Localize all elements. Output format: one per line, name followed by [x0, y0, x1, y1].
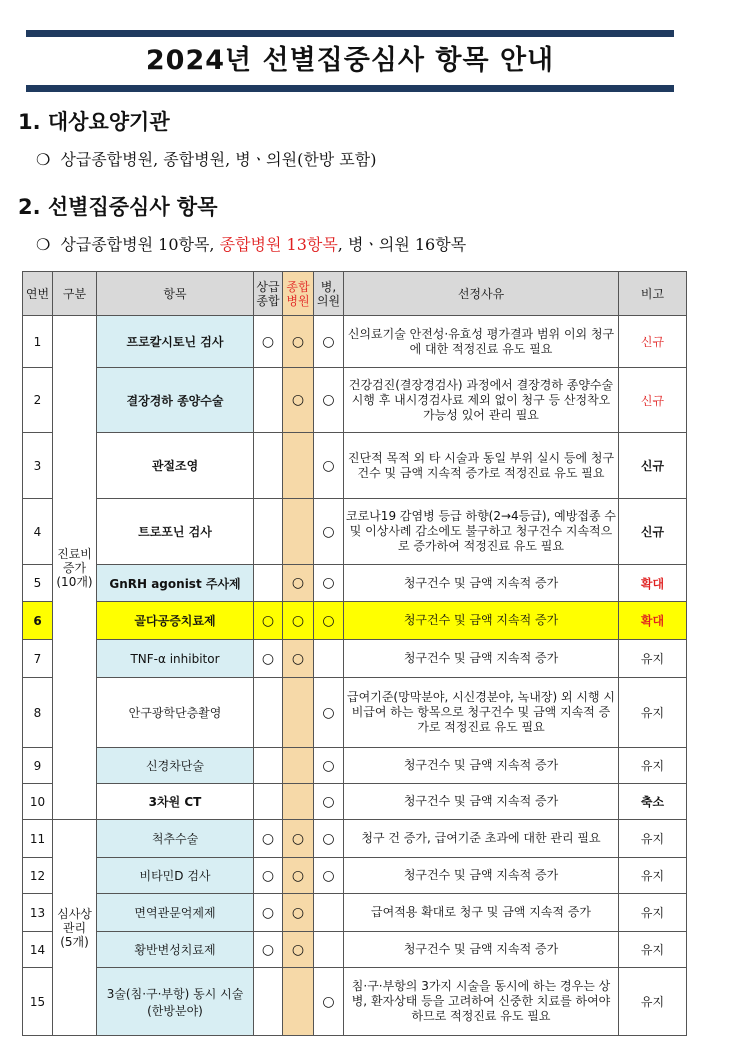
- general-mark: ○: [283, 602, 314, 640]
- selection-reason: 청구 건 증가, 급여기준 초과에 대한 관리 필요: [344, 820, 619, 858]
- table-row: [23, 640, 687, 678]
- selection-reason: 청구건수 및 금액 지속적 증가: [344, 640, 619, 678]
- row-no: 3: [23, 433, 53, 499]
- selection-reason: 청구건수 및 금액 지속적 증가: [344, 858, 619, 894]
- header-general: 종합병원: [283, 272, 314, 316]
- clinic-mark: ○: [314, 748, 344, 784]
- table-row: [23, 602, 687, 640]
- general-mark: [283, 433, 314, 499]
- selection-reason: 급여기준(망막분야, 시신경분야, 녹내장) 외 시행 시 비급여 하는 항목으로 청구건수 및 금액 지속적 증가로 적정진료 유도 필요: [344, 678, 619, 748]
- tertiary-mark: [254, 748, 283, 784]
- clinic-mark: ○: [314, 565, 344, 602]
- section1-text: 상급종합병원, 종합병원, 병ㆍ의원(한방 포함): [60, 150, 377, 169]
- note-badge: 신규: [619, 433, 687, 499]
- title-bar-top: [26, 30, 674, 37]
- general-mark: ○: [283, 368, 314, 433]
- note-badge: 신규: [619, 499, 687, 565]
- general-mark: ○: [283, 316, 314, 368]
- header-note: 비고: [619, 272, 687, 316]
- table-row: [23, 499, 687, 565]
- selection-reason: 진단적 목적 외 타 시술과 동일 부위 실시 등에 청구건수 및 금액 지속적 증가로 적정진료 유도 필요: [344, 433, 619, 499]
- clinic-mark: ○: [314, 368, 344, 433]
- item-name: 신경차단술: [97, 748, 254, 784]
- bullet-circle-icon: ❍: [36, 150, 51, 169]
- clinic-mark: ○: [314, 968, 344, 1036]
- row-no: 1: [23, 316, 53, 368]
- header-no: 연번: [23, 272, 53, 316]
- table-row: [23, 368, 687, 433]
- tertiary-mark: [254, 678, 283, 748]
- general-mark: ○: [283, 894, 314, 932]
- tertiary-mark: ○: [254, 316, 283, 368]
- clinic-mark: [314, 932, 344, 968]
- section2-bullet: [36, 232, 466, 255]
- row-no: 7: [23, 640, 53, 678]
- selection-reason: 코로나19 감염병 등급 하향(2→4등급), 예방접종 수 및 이상사례 감소에도 불구하고 청구건수 지속적으로 증가하여 적정진료 유도 필요: [344, 499, 619, 565]
- clinic-mark: ○: [314, 316, 344, 368]
- section1-heading: 1. 대상요양기관: [18, 110, 170, 134]
- table-row: [23, 894, 687, 932]
- selection-reason: 신의료기술 안전성·유효성 평가결과 범위 이외 청구에 대한 적정진료 유도 필요: [344, 316, 619, 368]
- general-mark: [283, 748, 314, 784]
- note-badge: 확대: [619, 565, 687, 602]
- item-name: 면역관문억제제: [97, 894, 254, 932]
- note-badge: 신규: [619, 316, 687, 368]
- section2-text-red: 종합병원 13항목: [219, 235, 338, 254]
- row-no: 13: [23, 894, 53, 932]
- selection-reason: 침·구·부항의 3가지 시술을 동시에 하는 경우는 상병, 환자상태 등을 고려하여 신중한 치료를 하여야 하므로 적정진료 유도 필요: [344, 968, 619, 1036]
- note-badge: 유지: [619, 640, 687, 678]
- table-row: [23, 748, 687, 784]
- tertiary-mark: ○: [254, 640, 283, 678]
- table-row: [23, 784, 687, 820]
- table-row: [23, 316, 687, 368]
- tertiary-mark: [254, 784, 283, 820]
- title-bar-bottom: [26, 85, 674, 92]
- header-item: 항목: [97, 272, 254, 316]
- general-mark: ○: [283, 640, 314, 678]
- selection-reason: 급여적용 확대로 청구 및 금액 지속적 증가: [344, 894, 619, 932]
- tertiary-mark: ○: [254, 932, 283, 968]
- item-name: 트로포닌 검사: [97, 499, 254, 565]
- clinic-mark: ○: [314, 602, 344, 640]
- table-row: [23, 678, 687, 748]
- bullet-circle-icon: ❍: [36, 235, 51, 254]
- note-badge: 유지: [619, 820, 687, 858]
- selection-reason: 청구건수 및 금액 지속적 증가: [344, 748, 619, 784]
- table-row: [23, 433, 687, 499]
- item-name: 골다공증치료제: [97, 602, 254, 640]
- item-name: 안구광학단층촬영: [97, 678, 254, 748]
- tertiary-mark: [254, 968, 283, 1036]
- clinic-mark: ○: [314, 784, 344, 820]
- section2-text-b: , 병ㆍ의원 16항목: [337, 235, 467, 254]
- selection-reason: 청구건수 및 금액 지속적 증가: [344, 602, 619, 640]
- row-no: 15: [23, 968, 53, 1036]
- table-row: [23, 820, 687, 858]
- clinic-mark: [314, 640, 344, 678]
- general-mark: ○: [283, 932, 314, 968]
- screening-items-table: [22, 271, 687, 1036]
- clinic-mark: [314, 894, 344, 932]
- note-badge: 신규: [619, 368, 687, 433]
- row-no: 5: [23, 565, 53, 602]
- table-row: [23, 858, 687, 894]
- tertiary-mark: ○: [254, 602, 283, 640]
- general-mark: ○: [283, 820, 314, 858]
- selection-reason: 건강검진(결장경검사) 과정에서 결장경하 종양수술 시행 후 내시경검사료 제외 없이 청구 등 산정착오 가능성 있어 관리 필요: [344, 368, 619, 433]
- general-mark: ○: [283, 858, 314, 894]
- header-tertiary: 상급종합: [254, 272, 283, 316]
- tertiary-mark: ○: [254, 858, 283, 894]
- category-cell: 심사상 관리 (5개): [53, 820, 97, 1036]
- tertiary-mark: [254, 433, 283, 499]
- row-no: 14: [23, 932, 53, 968]
- row-no: 10: [23, 784, 53, 820]
- selection-reason: 청구건수 및 금액 지속적 증가: [344, 932, 619, 968]
- note-badge: 유지: [619, 932, 687, 968]
- section2-heading: 2. 선별집중심사 항목: [18, 195, 218, 219]
- item-name: 3술(침·구·부항) 동시 시술 (한방분야): [97, 968, 254, 1036]
- note-badge: 확대: [619, 602, 687, 640]
- row-no: 2: [23, 368, 53, 433]
- row-no: 11: [23, 820, 53, 858]
- row-no: 9: [23, 748, 53, 784]
- tertiary-mark: [254, 565, 283, 602]
- note-badge: 유지: [619, 968, 687, 1036]
- general-mark: [283, 499, 314, 565]
- tertiary-mark: ○: [254, 894, 283, 932]
- note-badge: 유지: [619, 678, 687, 748]
- item-name: 비타민D 검사: [97, 858, 254, 894]
- note-badge: 유지: [619, 894, 687, 932]
- tertiary-mark: [254, 499, 283, 565]
- general-mark: [283, 678, 314, 748]
- item-name: 황반변성치료제: [97, 932, 254, 968]
- table-row: [23, 968, 687, 1036]
- general-mark: [283, 784, 314, 820]
- section1-bullet: [36, 147, 376, 170]
- table-row: [23, 932, 687, 968]
- table-row: [23, 565, 687, 602]
- general-mark: [283, 968, 314, 1036]
- item-name: TNF-α inhibitor: [97, 640, 254, 678]
- note-badge: 축소: [619, 784, 687, 820]
- row-no: 6: [23, 602, 53, 640]
- item-name: 3차원 CT: [97, 784, 254, 820]
- item-name: 결장경하 종양수술: [97, 368, 254, 433]
- note-badge: 유지: [619, 858, 687, 894]
- section2-text-a: 상급종합병원 10항목,: [60, 235, 220, 254]
- clinic-mark: ○: [314, 678, 344, 748]
- item-name: GnRH agonist 주사제: [97, 565, 254, 602]
- item-name: 프로칼시토닌 검사: [97, 316, 254, 368]
- page-title: 2024년 선별집중심사 항목 안내: [145, 45, 555, 76]
- tertiary-mark: ○: [254, 820, 283, 858]
- clinic-mark: ○: [314, 858, 344, 894]
- note-badge: 유지: [619, 748, 687, 784]
- header-category: 구분: [53, 272, 97, 316]
- general-mark: ○: [283, 565, 314, 602]
- header-clinic: 병,의원: [314, 272, 344, 316]
- selection-reason: 청구건수 및 금액 지속적 증가: [344, 565, 619, 602]
- item-name: 관절조영: [97, 433, 254, 499]
- clinic-mark: ○: [314, 499, 344, 565]
- row-no: 8: [23, 678, 53, 748]
- row-no: 12: [23, 858, 53, 894]
- selection-reason: 청구건수 및 금액 지속적 증가: [344, 784, 619, 820]
- row-no: 4: [23, 499, 53, 565]
- item-name: 척추수술: [97, 820, 254, 858]
- clinic-mark: ○: [314, 433, 344, 499]
- header-reason: 선정사유: [344, 272, 619, 316]
- clinic-mark: ○: [314, 820, 344, 858]
- category-cell: 진료비 증가 (10개): [53, 316, 97, 820]
- tertiary-mark: [254, 368, 283, 433]
